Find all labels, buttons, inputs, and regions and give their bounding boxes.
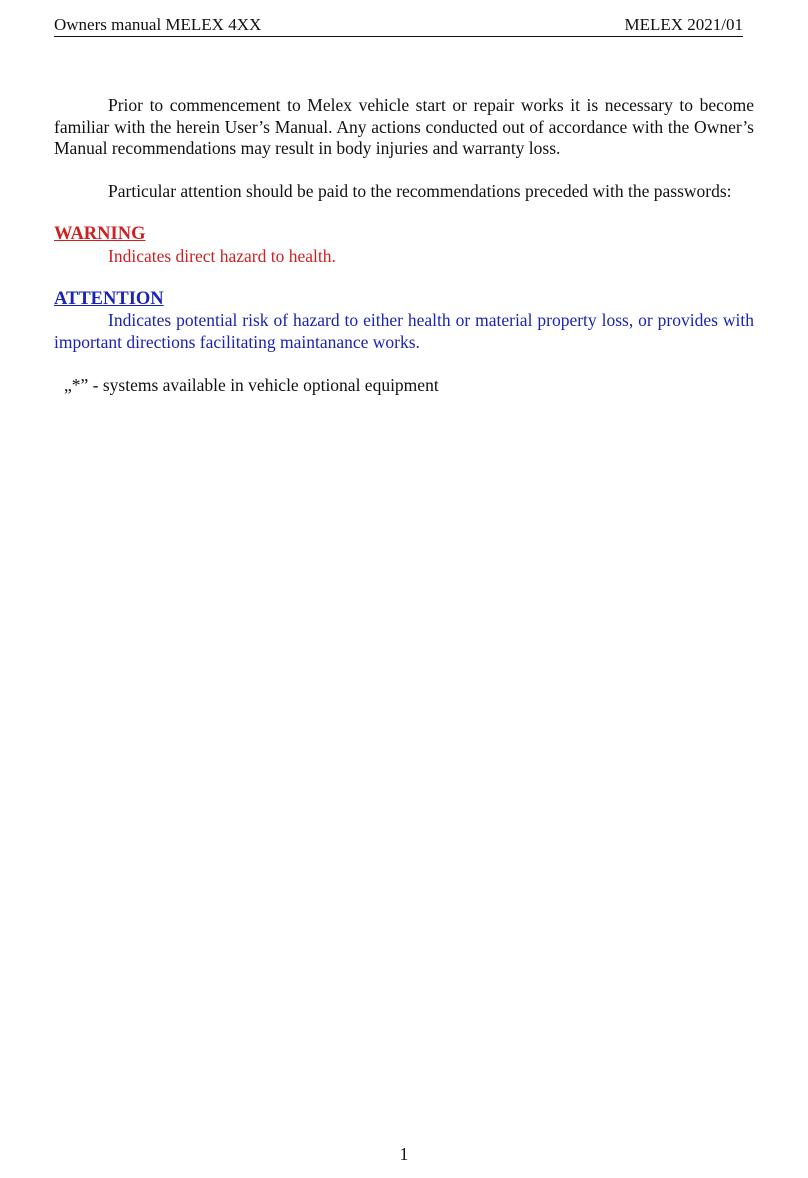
- page-content: [54, 95, 754, 396]
- intro-paragraph: Prior to commencement to Melex vehicle start or repair works it is necessary to become familiar with the herein User’s Manual. Any actions conducted out of accordance with the Owner’s Manual recommendations may result in body injuries and warranty loss.: [54, 95, 754, 158]
- warning-text: Indicates direct hazard to health.: [108, 245, 336, 266]
- page-number: 1: [399, 1144, 409, 1164]
- attention-heading: ATTENTION: [54, 288, 164, 309]
- header-document-title: Owners manual MELEX 4XX: [54, 15, 262, 34]
- warning-heading: WARNING: [54, 224, 146, 244]
- attention-intro-paragraph: Particular attention should be paid to the recommendations preceded with the passwords:: [108, 181, 732, 201]
- header-edition: MELEX 2021/01: [624, 15, 743, 34]
- warning-section: [54, 224, 754, 267]
- optional-equipment-note: „*” - systems available in vehicle optional equipment: [64, 374, 439, 395]
- attention-text: Indicates potential risk of hazard to either health or material property loss, or provides with important directions facilitating maintanance works.: [54, 310, 754, 352]
- attention-section: [54, 289, 754, 354]
- page-header: [54, 14, 743, 37]
